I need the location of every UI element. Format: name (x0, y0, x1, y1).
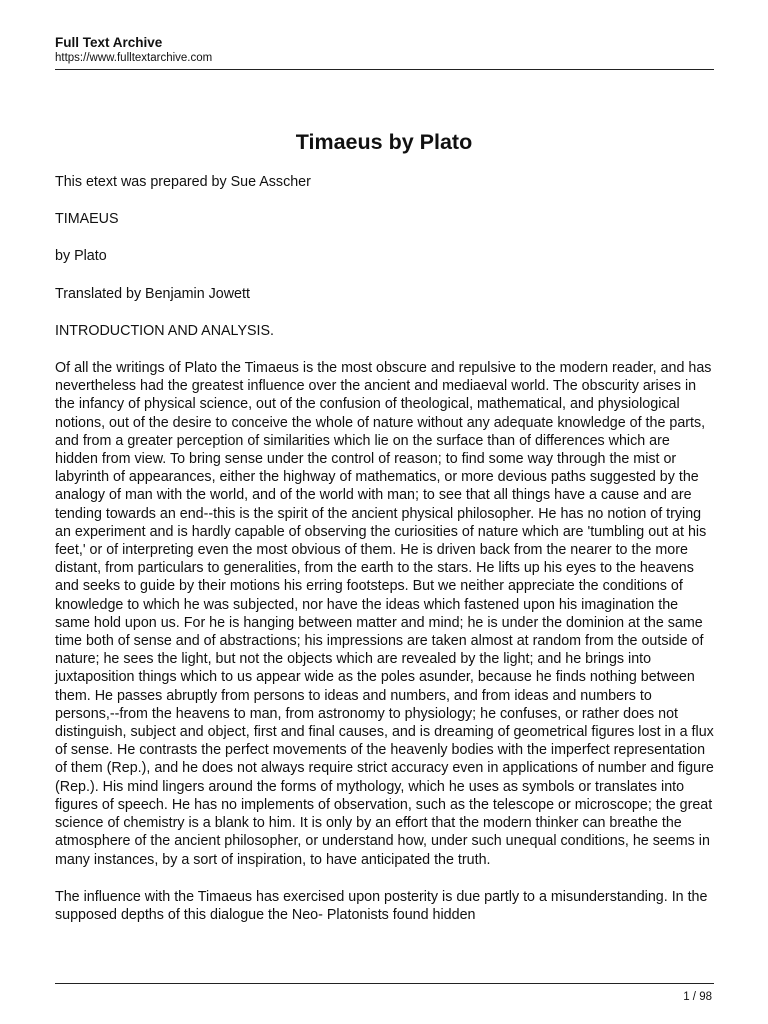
footer-divider (55, 983, 714, 984)
author-line: by Plato (55, 248, 107, 265)
section-heading: INTRODUCTION AND ANALYSIS. (55, 322, 274, 339)
translator-line: Translated by Benjamin Jowett (55, 285, 250, 302)
document-body (55, 173, 715, 924)
page-header (55, 34, 713, 66)
document-title: Timaeus by Plato (295, 130, 473, 154)
body-paragraph: The influence with the Timaeus has exercised upon posterity is due partly to a misunderstanding. In the supposed depths of this dialogue the Neo- Platonists found hidden (55, 888, 708, 923)
prepared-by-line: This etext was prepared by Sue Asscher (55, 174, 311, 190)
site-url[interactable]: https://www.fulltextarchive.com (55, 52, 213, 64)
body-paragraph: Of all the writings of Plato the Timaeus is the most obscure and repulsive to the modern reader, and has nevertheless had the greatest influence over the ancient and mediaeval world. The obscurity arises in the infancy of physical science, out of the confusion of theological, mathematical, and physiological notions, out of the desire to conceive the whole of nature without any adequate knowledge of the parts, and from a greater perception of similarities which lie on the surface than of differences which are hidden from view. To bring sense under the control of reason; to find some way through the mist or labyrinth of appearances, either the highway of mathematics, or more devious paths suggested by the analogy of man with the world, and of the world with man; to see that all things have a cause and are tending towards an end--this is the spirit of the ancient physical philosopher. He has no notion of trying an experiment and is hardly capable of observing the curiosities of nature which are 'tumbling out at his feet,' or of interpreting even the most obvious of them. He is driven back from the nearer to the more distant, from particulars to generalities, from the earth to the stars. He lifts up his eyes to the heavens and seeks to guide by their motions his erring footsteps. But we neither appreciate the conditions of knowledge to which he was subjected, nor have the ideas which fastened upon his imagination the same hold upon us. For he is hanging between matter and mind; he is under the dominion at the same time both of sense and of abstractions; his impressions are taken almost at random from the outside of nature; he sees the light, but not the objects which are revealed by the light; and he brings into juxtaposition things which to us appear wide as the poles asunder, because he finds nothing between them. He passes abruptly from persons to ideas and numbers, and from ideas and numbers to persons,--from the heavens to man, from astronomy to physiology; he confuses, or rather does not distinguish, subject and object, first and final causes, and is dreaming of geometrical figures lost in a flux of sense. He contrasts the perfect movements of the heavenly bodies with the imperfect representation of them (Rep.), and he does not always require strict accuracy even in applications of number and figure (Rep.). His mind lingers around the forms of mythology, which he uses as symbols or translates into figures of speech. He has no implements of observation, such as the telescope or microscope; the great science of chemistry is a blank to him. It is only by an effort that the modern thinker can breathe the atmosphere of the ancient philosopher, or understand how, under such unequal conditions, he seems in many instances, by a sort of inspiration, to have anticipated the truth. (55, 360, 714, 868)
site-name: Full Text Archive (55, 35, 163, 50)
page-indicator: 1 / 98 (683, 991, 712, 1003)
header-divider (55, 69, 714, 70)
work-title-line: TIMAEUS (55, 211, 119, 228)
